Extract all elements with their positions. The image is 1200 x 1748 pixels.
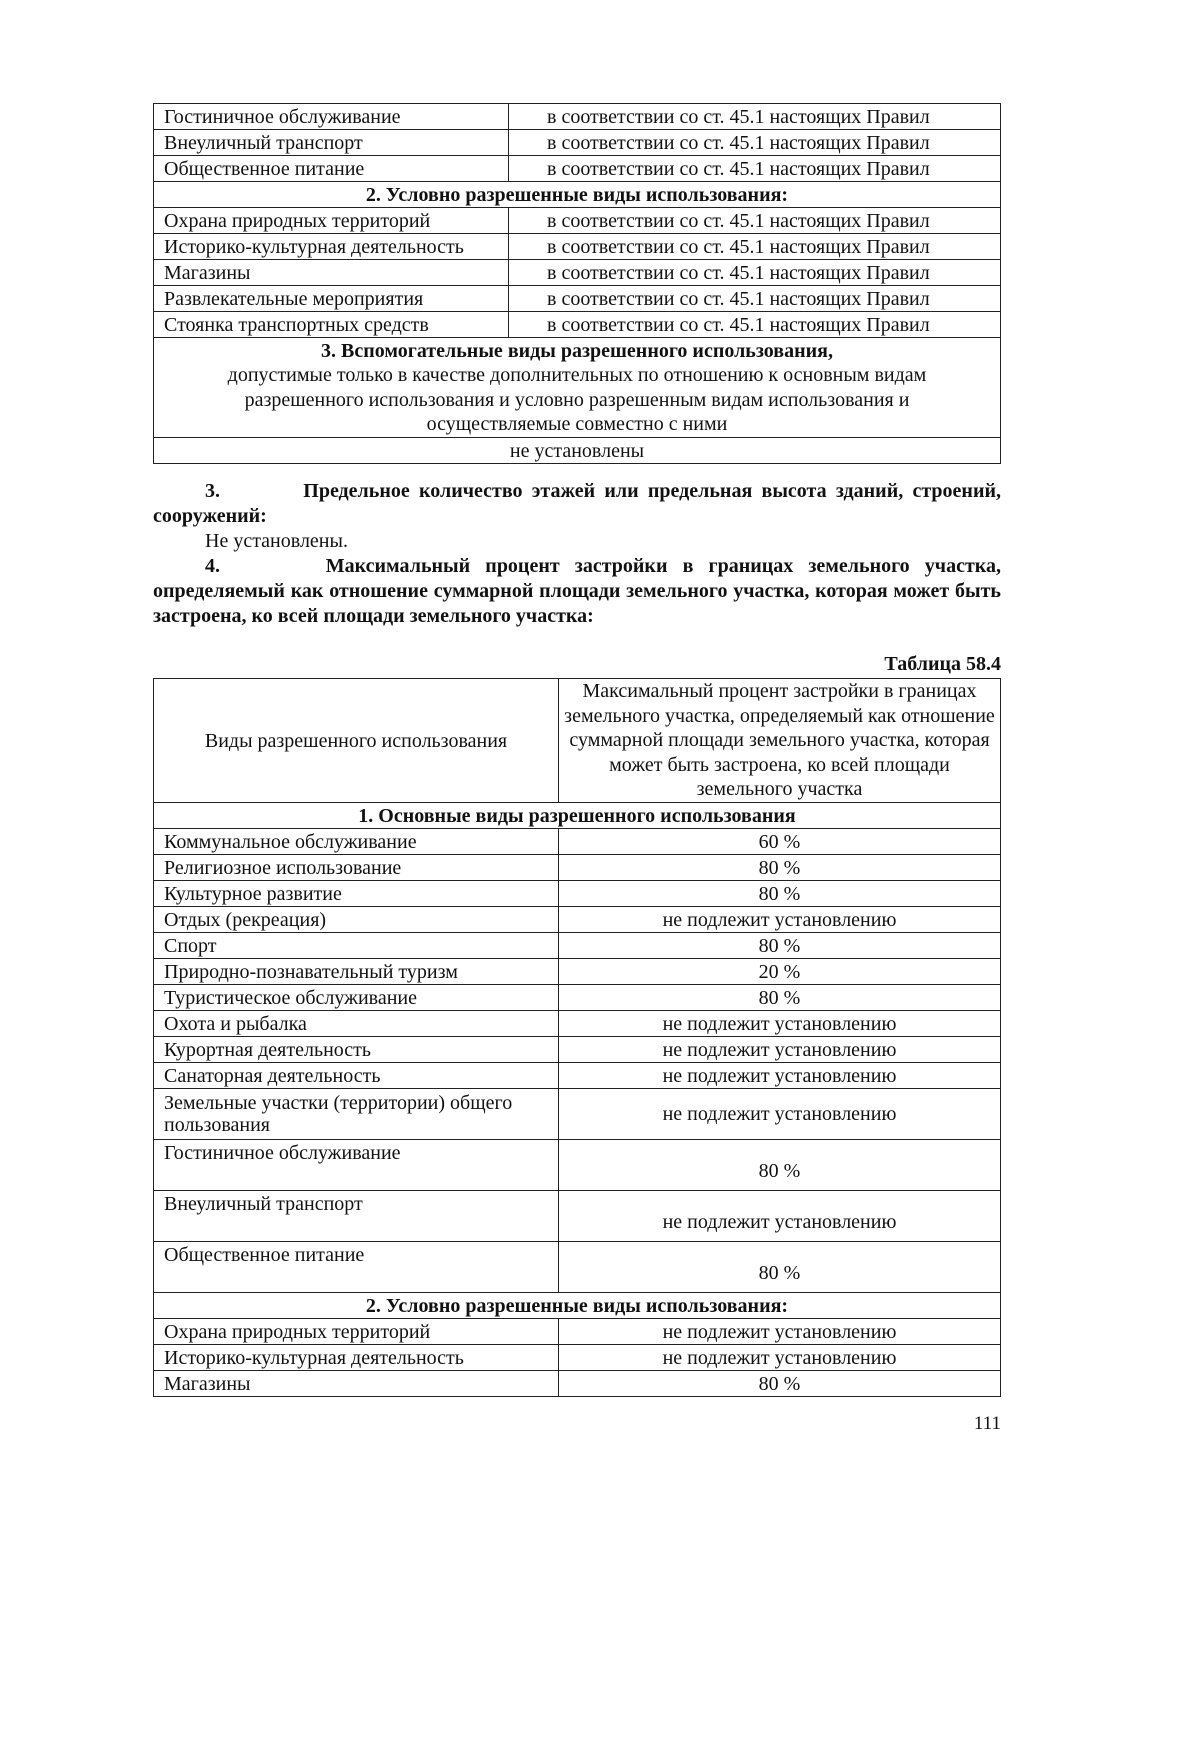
section-title: 2. Условно разрешенные виды использования: [154, 1293, 1001, 1319]
table-row [154, 1089, 1001, 1140]
use-type-cell: Внеуличный транспорт [154, 130, 509, 156]
use-type-cell: Санаторная деятельность [154, 1063, 559, 1089]
use-type-cell: Общественное питание [154, 1242, 559, 1293]
table-row [154, 881, 1001, 907]
use-type-cell: Религиозное использование [154, 855, 559, 881]
use-type-cell: Общественное питание [154, 156, 509, 182]
value-cell: не подлежит установлению [559, 1191, 1001, 1242]
paragraph-3-heading: 3. Предельное количество этажей или предельная высота зданий, строений, сооружений: [153, 480, 1001, 527]
use-type-cell: Природно-познавательный туризм [154, 959, 559, 985]
use-type-cell: Стоянка транспортных средств [154, 312, 509, 338]
value-cell: в соответствии со ст. 45.1 настоящих Правил [509, 286, 1001, 312]
use-type-cell: Культурное развитие [154, 881, 559, 907]
value-cell: в соответствии со ст. 45.1 настоящих Правил [509, 312, 1001, 338]
table-row [154, 104, 1001, 130]
column-header-percentage: Максимальный процент застройки в границах земельного участка, определяемый как отношение суммарной площади земельного участка, которая может быть застроена, ко всей площади земельного участка [559, 679, 1001, 803]
table-header-row [154, 679, 1001, 803]
value-cell: 80 % [559, 985, 1001, 1011]
use-type-cell: Туристическое обслуживание [154, 985, 559, 1011]
value-cell: 80 % [559, 1140, 1001, 1191]
use-type-cell: Отдых (рекреация) [154, 907, 559, 933]
table-row [154, 208, 1001, 234]
value-cell: 80 % [559, 933, 1001, 959]
use-type-cell: Историко-культурная деятельность [154, 234, 509, 260]
value-cell: не подлежит установлению [559, 1089, 1001, 1140]
use-type-cell: Охрана природных территорий [154, 208, 509, 234]
table-row [154, 130, 1001, 156]
table-row [154, 985, 1001, 1011]
value-cell: в соответствии со ст. 45.1 настоящих Правил [509, 234, 1001, 260]
use-type-cell: Земельные участки (территории) общего пользования [154, 1089, 559, 1140]
value-cell: 20 % [559, 959, 1001, 985]
section-2-row [154, 182, 1001, 208]
use-type-cell: Магазины [154, 260, 509, 286]
table-row [154, 438, 1001, 464]
table-row [154, 234, 1001, 260]
section-title: 1. Основные виды разрешенного использования [154, 803, 1001, 829]
table-row [154, 1345, 1001, 1371]
value-cell: 60 % [559, 829, 1001, 855]
table-row [154, 855, 1001, 881]
table-row [154, 907, 1001, 933]
value-cell: в соответствии со ст. 45.1 настоящих Правил [509, 130, 1001, 156]
use-type-cell: Охрана природных территорий [154, 1319, 559, 1345]
permitted-use-table [153, 103, 1001, 464]
use-type-cell: Спорт [154, 933, 559, 959]
value-cell: в соответствии со ст. 45.1 настоящих Правил [509, 156, 1001, 182]
use-type-cell: Гостиничное обслуживание [154, 1140, 559, 1191]
use-type-cell: Внеуличный транспорт [154, 1191, 559, 1242]
paragraph-4-heading: 4. Максимальный процент застройки в границах земельного участка, определяемый как отношение суммарной площади земельного участка, которая может быть застроена, ко всей площади земельного участка: [153, 555, 1001, 627]
table-row [154, 1011, 1001, 1037]
column-header-use-type: Виды разрешенного использования [154, 679, 559, 803]
table-row [154, 1319, 1001, 1345]
section-3-row [154, 338, 1001, 438]
section-1-row [154, 803, 1001, 829]
value-cell: не подлежит установлению [559, 1063, 1001, 1089]
section-2-row [154, 1293, 1001, 1319]
use-type-cell: Коммунальное обслуживание [154, 829, 559, 855]
table-row [154, 829, 1001, 855]
table-row [154, 156, 1001, 182]
paragraph-3-text: Не установлены. [205, 530, 348, 552]
table-row [154, 1037, 1001, 1063]
use-type-cell: Курортная деятельность [154, 1037, 559, 1063]
value-cell: не подлежит установлению [559, 907, 1001, 933]
table-row [154, 959, 1001, 985]
value-cell: не установлены [154, 438, 1001, 464]
table-row [154, 312, 1001, 338]
value-cell: 80 % [559, 881, 1001, 907]
table-row [154, 286, 1001, 312]
table-row [154, 1140, 1001, 1191]
use-type-cell: Магазины [154, 1371, 559, 1397]
table-row [154, 1191, 1001, 1242]
page-number: 111 [973, 1413, 1001, 1434]
value-cell: в соответствии со ст. 45.1 настоящих Правил [509, 260, 1001, 286]
section-title: 2. Условно разрешенные виды использования: [154, 182, 1001, 208]
use-type-cell: Гостиничное обслуживание [154, 104, 509, 130]
value-cell: 80 % [559, 1242, 1001, 1293]
value-cell: не подлежит установлению [559, 1345, 1001, 1371]
section-title: 3. Вспомогательные виды разрешенного использования, [321, 339, 833, 362]
table-row [154, 1063, 1001, 1089]
value-cell: 80 % [559, 855, 1001, 881]
section-3-description: допустимые только в качестве дополнительных по отношению к основным видам разрешенного использования и условно разрешенным видам использования и осуществляемые совместно с ними [227, 364, 927, 435]
value-cell: в соответствии со ст. 45.1 настоящих Правил [509, 104, 1001, 130]
table-row [154, 1242, 1001, 1293]
value-cell: 80 % [559, 1371, 1001, 1397]
value-cell: не подлежит установлению [559, 1037, 1001, 1063]
table-row [154, 260, 1001, 286]
use-type-cell: Историко-культурная деятельность [154, 1345, 559, 1371]
table-caption: Таблица 58.4 [884, 653, 1001, 675]
use-type-cell: Развлекательные мероприятия [154, 286, 509, 312]
value-cell: не подлежит установлению [559, 1011, 1001, 1037]
use-type-cell: Охота и рыбалка [154, 1011, 559, 1037]
value-cell: в соответствии со ст. 45.1 настоящих Правил [509, 208, 1001, 234]
value-cell: не подлежит установлению [559, 1319, 1001, 1345]
table-row [154, 1371, 1001, 1397]
table-row [154, 933, 1001, 959]
section-3-cell [154, 338, 1001, 438]
building-percentage-table [153, 678, 1001, 1397]
